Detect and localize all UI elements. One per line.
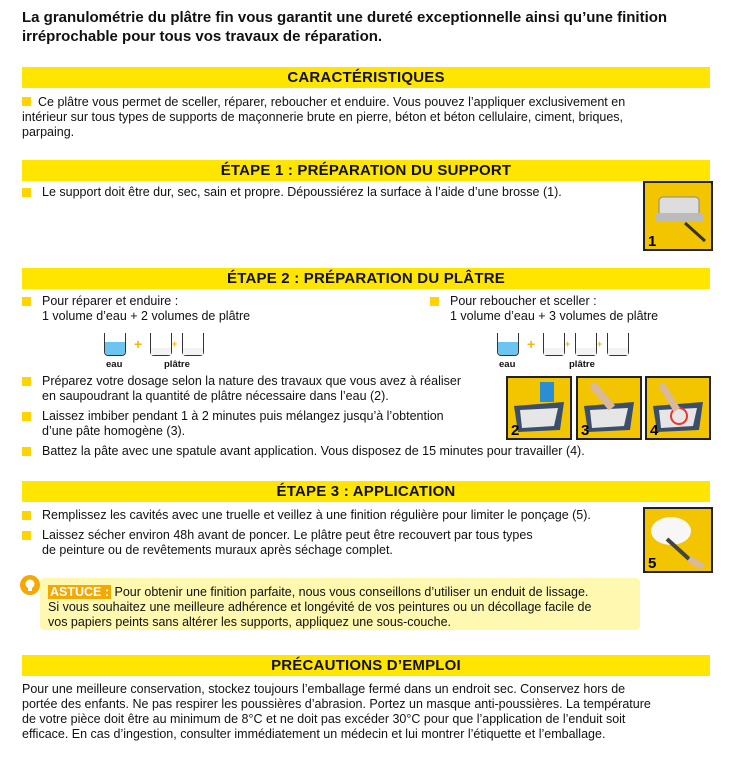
- text-line: 1 volume d’eau + 2 volumes de plâtre: [42, 309, 251, 323]
- section-header-etape3: ÉTAPE 3 : APPLICATION: [22, 481, 710, 502]
- section-header-precautions: PRÉCAUTIONS D’EMPLOI: [22, 655, 710, 676]
- list-item: [22, 409, 502, 439]
- intro-line: La granulométrie du plâtre fin vous garantit une dureté exceptionnelle ainsi qu’une finition: [22, 9, 668, 26]
- list-item: [22, 444, 722, 459]
- text-line: Le support doit être dur, sec, sain et propre. Dépoussiérez la surface à l’aide d’une brosse (1).: [42, 185, 562, 199]
- water-cup-icon: [497, 333, 519, 356]
- photo-number: 2: [511, 422, 520, 439]
- intro-line: irréprochable pour tous vos travaux de réparation.: [22, 28, 383, 45]
- plus-icon: +: [565, 339, 571, 349]
- trowel-photo: [643, 507, 713, 573]
- text-line: Si vous souhaitez une meilleure adhérence et longévité de vos peintures ou un décollage facile de: [48, 600, 592, 614]
- text-line: de peinture ou de revêtements muraux après séchage complet.: [42, 543, 393, 557]
- text-line: Laissez sécher environ 48h avant de poncer. Le plâtre peut être recouvert par tous types: [42, 528, 533, 542]
- cup-label: plâtre: [569, 359, 595, 370]
- bullet-marker: [22, 531, 31, 540]
- text-line: Préparez votre dosage selon la nature des travaux que vous avez à réaliser: [42, 374, 461, 388]
- photo-number: 5: [648, 555, 657, 572]
- water-cup-icon: [104, 333, 126, 356]
- list-item: [22, 528, 622, 558]
- text-line: Remplissez les cavités avec une truelle et veillez à une finition régulière pour limiter le ponçage (5).: [42, 508, 591, 522]
- text-line: Laissez imbiber pendant 1 à 2 minutes puis mélangez jusqu’à l’obtention: [42, 409, 444, 423]
- text-line: d’une pâte homogène (3).: [42, 424, 186, 438]
- cup-label: eau: [499, 359, 516, 370]
- bullet-marker: [430, 297, 439, 306]
- plus-icon: +: [527, 336, 536, 352]
- text-line: intérieur sur tous types de supports de maçonnerie brute en pierre, béton et béton cellulaire, ciment, briques,: [22, 110, 624, 124]
- list-item: [22, 508, 652, 523]
- text-line: Pour réparer et enduire :: [42, 294, 179, 308]
- tip-text: [48, 585, 648, 630]
- bullet-marker: [22, 447, 31, 456]
- bullet-marker: [22, 97, 31, 106]
- lightbulb-icon: [20, 575, 40, 595]
- mixing-photo-3: [576, 376, 642, 440]
- list-item: [22, 374, 502, 404]
- section-header-etape2: ÉTAPE 2 : PRÉPARATION DU PLÂTRE: [22, 268, 710, 289]
- bullet-marker: [22, 412, 31, 421]
- plaster-cup-icon: [150, 333, 172, 356]
- photo-number: 3: [581, 422, 590, 439]
- text-line: Battez la pâte avec une spatule avant application. Vous disposez de 15 minutes pour travailler (4).: [42, 444, 585, 458]
- mixing-photo-4: [645, 376, 711, 440]
- intro-text: [22, 8, 722, 46]
- plaster-cup-icon: [543, 333, 565, 356]
- plus-icon: +: [597, 339, 603, 349]
- text-line: Ce plâtre vous permet de sceller, réparer, reboucher et enduire. Vous pouvez l’appliquer exclusivement en: [38, 95, 626, 109]
- plus-icon: +: [172, 339, 178, 349]
- plaster-cup-icon: [575, 333, 597, 356]
- caracteristiques-text: [22, 95, 722, 140]
- text-line: Pour reboucher et sceller :: [450, 294, 597, 308]
- precautions-text: [22, 682, 722, 742]
- bullet-marker: [22, 511, 31, 520]
- list-item: [22, 294, 402, 324]
- tip-label: ASTUCE :: [50, 585, 110, 599]
- lightbulb-glyph: [20, 575, 40, 595]
- text-line: Pour obtenir une finition parfaite, nous vous conseillons d’utiliser un enduit de lissage.: [111, 585, 589, 599]
- text-line: de votre pièce doit être au minimum de 8°C et ne doit pas excéder 30°C pour que l’application de l’enduit soit: [22, 712, 626, 726]
- list-item: [22, 185, 622, 200]
- photo-number: 1: [648, 233, 657, 250]
- photo-number: 4: [650, 422, 659, 439]
- mixing-photo-2: [506, 376, 572, 440]
- dosage-diagram-left: [104, 333, 214, 373]
- text-line: Pour une meilleure conservation, stockez toujours l’emballage fermé dans un endroit sec. Conservez hors de: [22, 682, 626, 696]
- cup-label: eau: [106, 359, 123, 370]
- cup-label: plâtre: [164, 359, 190, 370]
- plus-icon: +: [134, 336, 143, 352]
- text-line: portée des enfants. Ne pas respirer les poussières d’abrasion. Portez un masque anti-poussières. La température: [22, 697, 651, 711]
- list-item: [430, 294, 730, 324]
- bullet-marker: [22, 188, 31, 197]
- bullet-marker: [22, 377, 31, 386]
- plaster-cup-icon: [182, 333, 204, 356]
- brush-photo: [643, 181, 713, 251]
- section-header-caracteristiques: CARACTÉRISTIQUES: [22, 67, 710, 88]
- text-line: en saupoudrant la quantité de plâtre nécessaire dans l’eau (2).: [42, 389, 389, 403]
- section-header-etape1: ÉTAPE 1 : PRÉPARATION DU SUPPORT: [22, 160, 710, 181]
- text-line: parpaing.: [22, 125, 75, 139]
- text-line: efficace. En cas d’ingestion, consulter immédiatement un médecin et lui montrer l’étiquette et l’emballage.: [22, 727, 606, 741]
- dosage-diagram-right: [497, 333, 637, 373]
- text-line: 1 volume d’eau + 3 volumes de plâtre: [450, 309, 659, 323]
- bullet-marker: [22, 297, 31, 306]
- plaster-cup-icon: [607, 333, 629, 356]
- text-line: vos papiers peints sans altérer les supports, appliquez une sous-couche.: [48, 615, 452, 629]
